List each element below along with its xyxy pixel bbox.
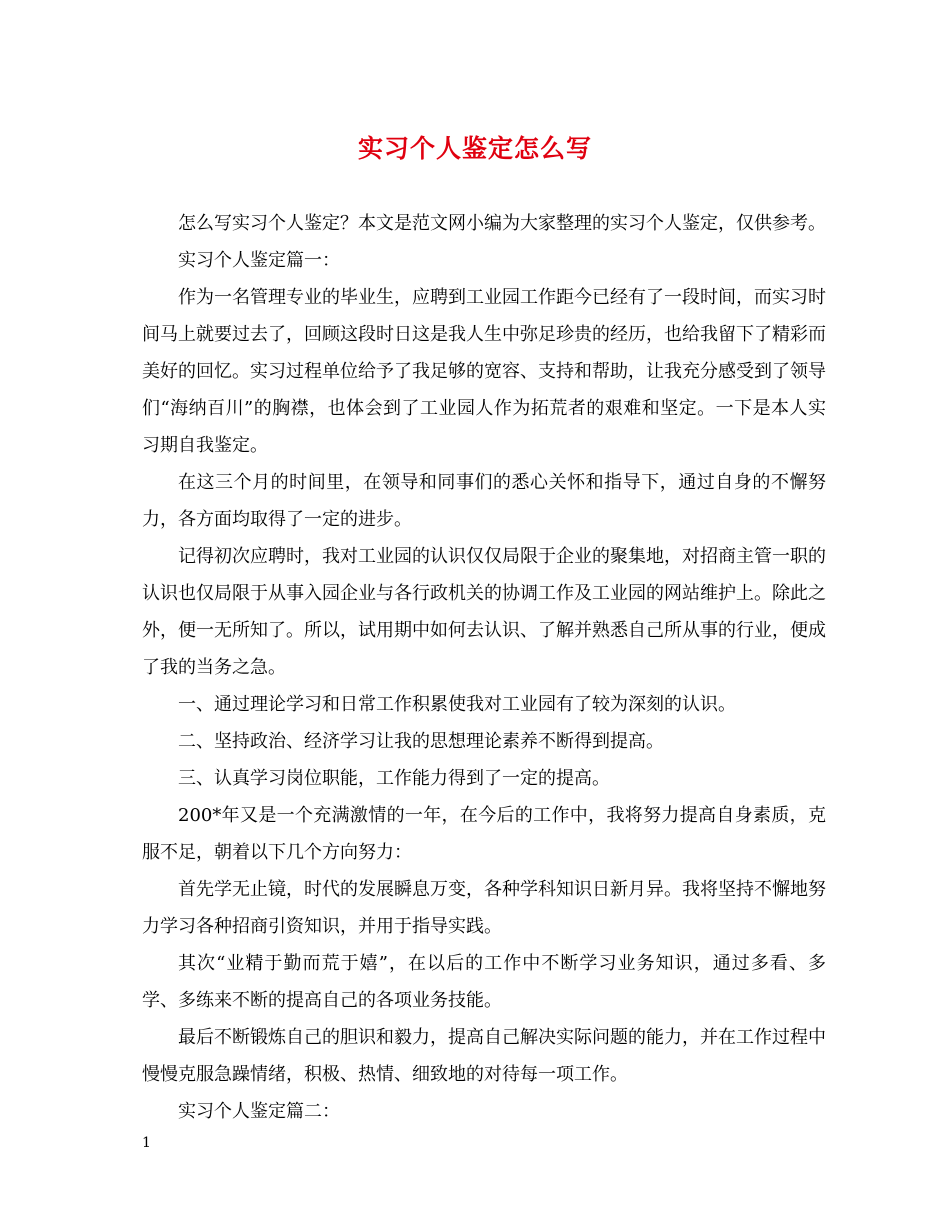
list-item-three: 三、认真学习岗位职能，工作能力得到了一定的提高。	[178, 768, 610, 789]
body-paragraph: 作为一名管理专业的毕业生，应聘到工业园工作距今已经有了一段时间，而实习时间马上就要过去了，回顾这段时日这是我人生中弥足珍贵的经历，也给我留下了精彩而美好的回忆。实习过程单位给予了我足够的宽容、支持和帮助，让我充分感受到了领导们“海纳百川”的胸襟，也体会到了工业园人作为拓荒者的艰难和坚定。一下是本人实习期自我鉴定。	[142, 287, 826, 456]
body-paragraph: 在这三个月的时间里，在领导和同事们的悉心关怀和指导下，通过自身的不懈努力，各方面均取得了一定的进步。	[142, 472, 826, 530]
body-paragraph: 记得初次应聘时，我对工业园的认识仅仅局限于企业的聚集地，对招商主管一职的认识也仅局限于从事入园企业与各行政机关的协调工作及工业园的网站维护上。除此之外，便一无所知了。所以，试用期中如何去认识、了解并熟悉自己所从事的行业，便成了我的当务之急。	[142, 546, 826, 678]
body-paragraph: 其次“业精于勤而荒于嬉”，在以后的工作中不断学习业务知识，通过多看、多学、多练来不断的提高自己的各项业务技能。	[142, 953, 826, 1011]
page-number: 1	[142, 1135, 151, 1151]
intro-paragraph: 怎么写实习个人鉴定？本文是范文网小编为大家整理的实习个人鉴定，仅供参考。	[178, 213, 826, 234]
document-body	[142, 205, 826, 1130]
list-item-one: 一、通过理论学习和日常工作积累使我对工业园有了较为深刻的认识。	[178, 694, 736, 715]
section-heading-part-two: 实习个人鉴定篇二：	[178, 1101, 340, 1122]
body-paragraph: 最后不断锻炼自己的胆识和毅力，提高自己解决实际问题的能力，并在工作过程中慢慢克服急躁情绪，积极、热情、细致地的对待每一项工作。	[142, 1027, 826, 1085]
body-paragraph: 首先学无止镜，时代的发展瞬息万变，各种学科知识日新月异。我将坚持不懈地努力学习各种招商引资知识，并用于指导实践。	[142, 879, 826, 937]
document-title: 实习个人鉴定怎么写	[357, 134, 592, 163]
section-heading-part-one: 实习个人鉴定篇一：	[178, 250, 340, 271]
body-paragraph: 200*年又是一个充满激情的一年，在今后的工作中，我将努力提高自身素质，克服不足，朝着以下几个方向努力：	[142, 805, 826, 863]
list-item-two: 二、坚持政治、经济学习让我的思想理论素养不断得到提高。	[178, 731, 664, 752]
